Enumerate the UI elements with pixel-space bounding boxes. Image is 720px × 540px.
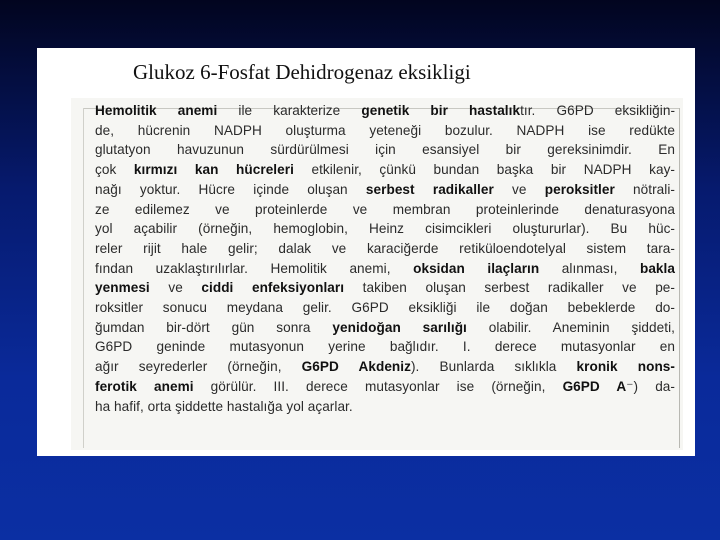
text-run: roksitler sonucu meydana gelir. G6PD eksikliği ile doğan bebeklerde do- xyxy=(95,300,675,316)
text-run: etkilenir, çünkü bundan başka bir NADPH kay- xyxy=(293,162,675,178)
text-line xyxy=(95,180,675,200)
text-run: G6PD geninde mutasyonun yerine bağlıdır. I. derece mutasyonlar en xyxy=(95,339,675,355)
slide xyxy=(37,48,695,456)
text-line xyxy=(95,318,675,338)
text-run: ). Bunlarda sıklıkla xyxy=(410,359,577,375)
text-line xyxy=(95,259,675,279)
text-run: ha hafif, orta şiddette hastalığa yol açarlar. xyxy=(95,398,353,414)
text-run: takiben oluşan serbest radikaller ve pe- xyxy=(344,280,675,296)
bold-term: yenidoğan sarılığı xyxy=(332,319,467,335)
text-run: ağır seyrederler (örneğin, xyxy=(95,359,302,375)
body-paragraph xyxy=(95,101,675,416)
bold-term: G6PD A xyxy=(562,378,627,394)
bold-term: Hemolitik anemi xyxy=(95,103,218,118)
text-line xyxy=(95,219,675,239)
text-line xyxy=(95,121,675,141)
text-run: ve xyxy=(493,181,545,197)
text-run: ğumdan bir-dört gün sonra xyxy=(95,319,333,335)
slide-title: Glukoz 6-Fosfat Dehidrogenaz eksikligi xyxy=(133,60,471,84)
text-run: ze edilemez ve proteinlerde ve membran proteinlerinde denaturasyona xyxy=(95,201,675,217)
bold-term: ciddi enfeksiyonları xyxy=(201,280,345,296)
text-run: nağı yoktur. Hücre içinde oluşan xyxy=(95,181,366,197)
text-run: ile karakterize xyxy=(217,103,362,118)
bold-term: oksidan ilaçların xyxy=(413,260,540,276)
text-line xyxy=(95,337,675,357)
text-line xyxy=(95,298,675,318)
text-line xyxy=(95,239,675,259)
text-run: de, hücrenin NADPH oluşturma yeteneği bozulur. NADPH ise redükte xyxy=(95,122,675,138)
text-run: görülür. III. derece mutasyonlar ise (örneğin, xyxy=(193,378,563,394)
bold-term: serbest radikaller xyxy=(365,181,494,197)
text-run: fından uzaklaştırılırlar. Hemolitik anemi, xyxy=(95,260,414,276)
scanned-text-image xyxy=(71,98,683,450)
text-run: glutatyon havuzunun sürdürülmesi için esansiyel bir gereksinimdir. En xyxy=(95,142,675,158)
text-run: tır. G6PD eksikliğin- xyxy=(520,103,676,118)
text-run: ve xyxy=(149,280,202,296)
scan-edge xyxy=(83,108,84,448)
text-line xyxy=(95,200,675,220)
text-line xyxy=(95,357,675,377)
text-line xyxy=(95,101,675,121)
text-run: ⁻) da- xyxy=(626,378,675,394)
text-line xyxy=(95,160,675,180)
text-line xyxy=(95,377,675,397)
bold-term: genetik bir hastalık xyxy=(361,103,521,118)
bold-term: ferotik anemi xyxy=(95,378,194,394)
bold-term: yenmesi xyxy=(95,280,150,296)
text-line xyxy=(95,278,675,298)
bold-term: G6PD Akdeniz xyxy=(301,359,411,375)
text-run: reler rijit hale gelir; dalak ve karaciğerde retiküloendotelyal sistem tara- xyxy=(95,240,675,256)
bold-term: bakla xyxy=(639,260,675,276)
text-line xyxy=(95,140,675,160)
text-line xyxy=(95,397,675,417)
text-run: nötrali- xyxy=(614,181,675,197)
bold-term: peroksitler xyxy=(544,181,615,197)
text-run: alınması, xyxy=(539,260,640,276)
text-run: yol açabilir (örneğin, hemoglobin, Heinz cisimcikleri oluştururlar). Bu hüc- xyxy=(95,221,675,237)
scan-edge xyxy=(679,108,680,448)
bold-term: kronik nons- xyxy=(576,359,675,375)
text-run: olabilir. Aneminin şiddeti, xyxy=(466,319,675,335)
bold-term: kırmızı kan hücreleri xyxy=(133,162,294,178)
text-run: çok xyxy=(95,162,134,178)
